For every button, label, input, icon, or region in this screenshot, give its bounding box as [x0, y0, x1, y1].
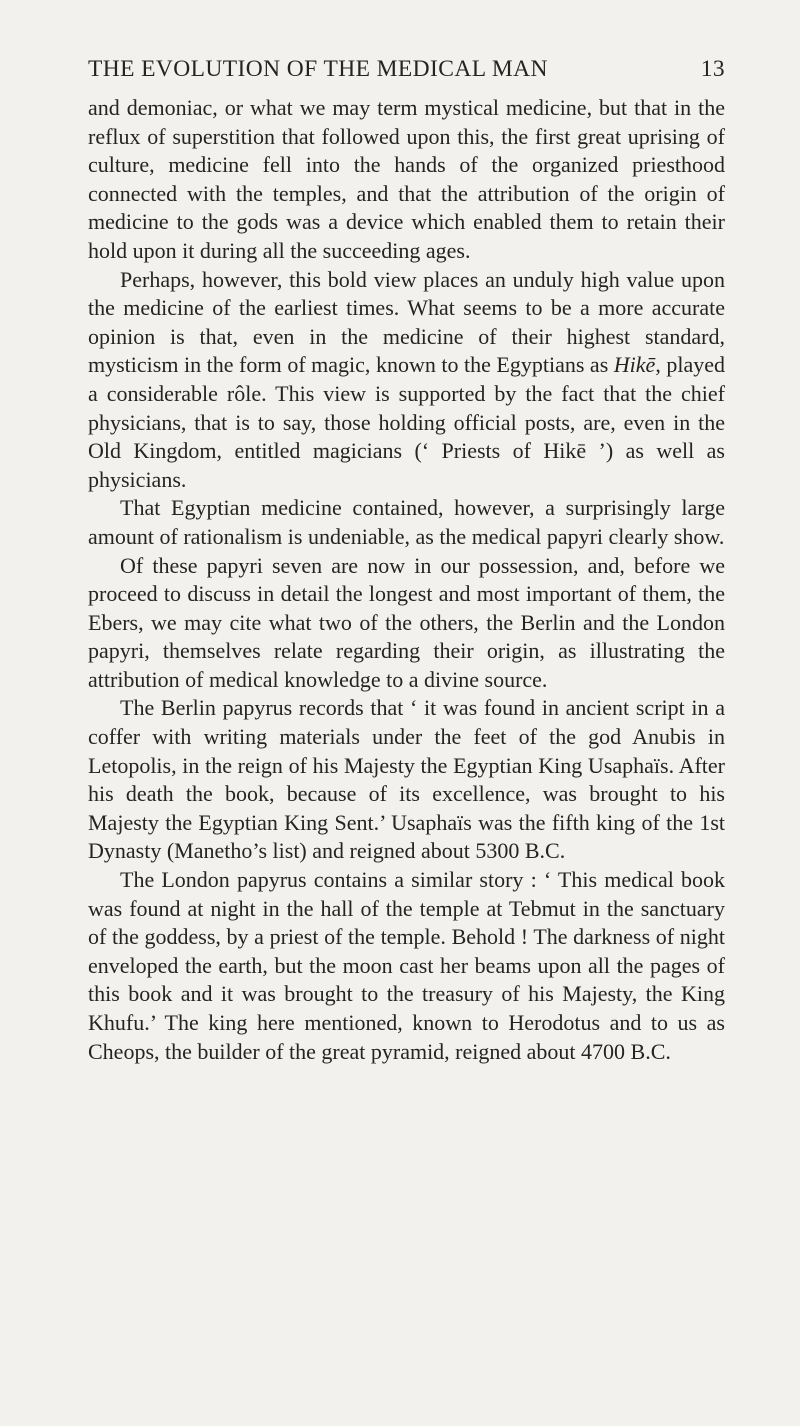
paragraph [88, 494, 725, 551]
era-abbreviation: B.C. [630, 1038, 671, 1064]
paragraph-text: , played a considerable rôle. This view is supported by the fact that the chief physicians, that is to say, those holding official posts, are, even in the Old Kingdom, entitled magicians (‘ Priests of Hikē ’) as well as physicians. [88, 352, 725, 492]
page-number: 13 [700, 56, 725, 82]
paragraph-text: Perhaps, however, this bold view places an unduly high value upon the medicine of the earliest times. What seems to be a more accurate opinion is that, even in the medicine of their highest standard, mysticism in the form of magic, known to the Egyptians as [88, 266, 725, 378]
running-title: THE EVOLUTION OF THE MEDICAL MAN [88, 56, 548, 82]
body-text [88, 94, 725, 1066]
paragraph [88, 552, 725, 695]
paragraph-text: The London papyrus contains a similar story : ‘ This medical book was found at night in the hall of the temple at Tebmut in the sanctuary of the goddess, by a priest of the temple. Behold ! The darkness of night enveloped the earth, but the moon cast her beams upon all the pages of this book and it was brought to the treasury of his Majesty, the King Khufu.’ The king here mentioned, known to Herodotus and to us as Cheops, the builder of the great pyramid, reigned about 4700 [88, 867, 725, 1064]
paragraph [88, 266, 725, 495]
paragraph [88, 694, 725, 866]
paragraph [88, 94, 725, 266]
running-head [88, 56, 725, 90]
italic-term: Hikē [613, 352, 656, 378]
paragraph [88, 866, 725, 1066]
page [88, 56, 725, 1066]
paragraph-text: and demoniac, or what we may term mystical medicine, but that in the reflux of superstition that followed upon this, the first great uprising of culture, medicine fell into the hands of the organized priesthood connected with the temples, and that the attribution of the origin of medicine to the gods was a device which enabled them to retain their hold upon it during all the succeeding ages. [88, 95, 725, 263]
era-abbreviation: B.C. [524, 838, 566, 864]
paragraph-text: The Berlin papyrus records that ‘ it was found in ancient script in a coffer with writing materials under the feet of the god Anubis in Letopolis, in the reign of his Majesty the Egyptian King Usaphaïs. After his death the book, because of its excellence, was brought to his Majesty the Egyptian King Sent.’ Usaphaïs was the fifth king of the 1st Dynasty (Manetho’s list) and reigned about 5300 [88, 695, 725, 864]
paragraph-text: Of these papyri seven are now in our possession, and, before we proceed to discuss in detail the longest and most important of them, the Ebers, we may cite what two of the others, the Berlin and the London papyri, themselves relate regarding their origin, as illustrating the attribution of medical knowledge to a divine source. [88, 552, 725, 692]
paragraph-text: That Egyptian medicine contained, however, a surprisingly large amount of rationalism is undeniable, as the medical papyri clearly show. [88, 495, 725, 549]
